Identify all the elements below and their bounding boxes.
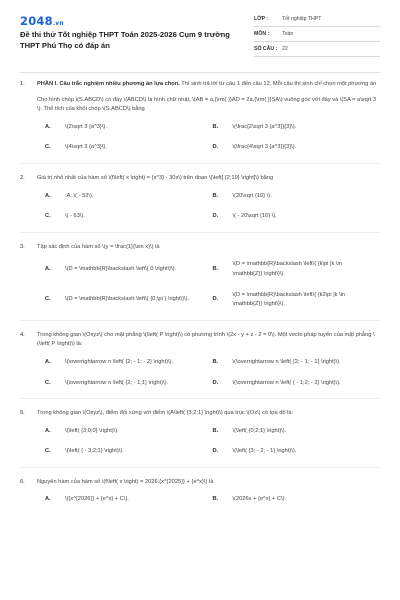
option-text: \(\overrightarrow n \left( {2; - 1; - 2} \right)\).: [65, 358, 174, 365]
option-letter: A.: [45, 192, 51, 199]
answer-option-b[interactable]: [213, 123, 381, 133]
option-text: \(2026x + {e^x} + C\).: [232, 496, 287, 503]
question-divider: [20, 398, 380, 399]
question-divider: [20, 232, 380, 233]
answer-option-d[interactable]: [213, 447, 381, 457]
answer-options: [37, 495, 380, 505]
answer-options: [37, 192, 380, 222]
meta-value: 22: [282, 46, 288, 52]
option-text: \( - 20\sqrt {10} \).: [232, 213, 277, 220]
question-divider: [20, 163, 380, 164]
logo-suffix: .vn: [52, 20, 64, 27]
question-text: Nguyên hàm của hàm số \(f\left( x \right) = 2026.{x^{2025}} + {e^x}\) là: [37, 478, 214, 485]
option-text: \(20\sqrt {10} \).: [232, 192, 272, 199]
answer-options: [37, 427, 380, 457]
option-text: \(\overrightarrow n \left( { - 1;2; - 2} \right)\).: [232, 379, 341, 386]
answer-option-b[interactable]: [213, 495, 381, 505]
option-text: \( - 63\).: [65, 213, 85, 220]
answer-options: [37, 123, 380, 153]
option-text: \(\left( { - 3;2;1} \right)\).: [65, 448, 124, 455]
option-letter: D.: [212, 144, 219, 151]
option-letter: A.: [45, 496, 51, 503]
answer-option-c[interactable]: [45, 447, 213, 457]
question-text: Giá trị nhỏ nhất của hàm số \(f\left( x \right) = {x^3} - 30x\) trên đoạn \(\left[ {2;19} \right]\) bằng: [37, 174, 274, 181]
option-text: \(2\sqrt 3 {a^3}\).: [65, 123, 107, 130]
meta-key: MÔN :: [254, 31, 270, 37]
answer-option-d[interactable]: [213, 379, 381, 389]
question-text: Cho hình chóp \(S.ABCD\) có đáy \(ABCD\) là hình chữ nhật, \(AB = a,{\rm{ }}AD = 2a,{\rm{ }}SA\) vuông góc với đáy và \(SA = a\sqrt 3 \). Thể tích của khối chóp \(S.ABCD\) bằng: [37, 96, 377, 113]
answer-option-c[interactable]: [45, 379, 213, 389]
option-letter: A.: [45, 123, 51, 130]
question-divider: [20, 467, 380, 468]
meta-value: Toán: [282, 31, 294, 37]
option-text: \(D = \mathbb{R}\backslash \left\{ {k2\pi |k \in \mathbb{Z}} \right\}\).: [232, 291, 346, 308]
section-title: PHẦN I. Câu trắc nghiệm nhiều phương án lựa chọn.: [37, 81, 180, 87]
option-letter: C.: [45, 213, 51, 220]
question-text: Trong không gian \(Oxyz\), điểm đối xứng với điểm \(A\left( {3;2;1} \right)\) qua trục \(Ox\) có tọa độ là:: [37, 410, 294, 417]
logo-main: 2048: [20, 14, 53, 28]
option-text: \(\left( {0;2;1} \right)\).: [232, 427, 287, 434]
meta-value: Tốt nghiệp THPT: [282, 16, 322, 22]
answer-option-c[interactable]: [45, 143, 213, 153]
question-item: [20, 409, 380, 457]
question-item: [20, 331, 380, 388]
document-title: Đề thi thử Tốt nghiệp THPT Toán 2025-2026 Cụm 9 trường THPT Phú Thọ có đáp án: [20, 30, 230, 50]
option-letter: B.: [212, 496, 219, 503]
option-text: \(D = \mathbb{R}\backslash \left\{ {0;\pi } \right\}\).: [65, 296, 190, 303]
answer-option-b[interactable]: [213, 358, 381, 368]
answer-option-a[interactable]: [45, 192, 213, 202]
question-divider: [20, 320, 380, 321]
question-number: 2.: [20, 174, 25, 181]
question-number: 4.: [20, 331, 25, 338]
option-letter: A.: [45, 266, 51, 273]
option-letter: C.: [45, 448, 51, 455]
meta-key: LỚP :: [254, 16, 269, 22]
answer-option-b[interactable]: [213, 260, 381, 279]
option-text: \(\frac{4\sqrt 3 {a^3}}{3}\).: [232, 144, 297, 151]
meta-row-subject: [254, 27, 380, 42]
meta-key: SỐ CÂU :: [254, 46, 278, 52]
option-letter: D.: [212, 379, 219, 386]
option-letter: A.: [45, 358, 51, 365]
document-header: [0, 0, 400, 66]
question-item: [20, 478, 380, 505]
question-number: 5.: [20, 410, 25, 417]
answer-option-a[interactable]: [45, 123, 213, 133]
option-text: \(\left( {3; - 2; - 1} \right)\).: [232, 448, 297, 455]
question-text: Trong không gian \(Oxyz\) cho mặt phẳng \(\left( P \right)\) có phương trình \(2x - y + z - 2 = 0\). Một vecto pháp tuyến của mặt phẳng \(\left( P \right)\) là:: [37, 331, 375, 348]
meta-row-count: [254, 42, 380, 57]
option-text: :A. \( - 52\).: [65, 192, 94, 199]
answer-option-a[interactable]: [45, 358, 213, 368]
option-letter: D.: [212, 296, 219, 303]
option-letter: D.: [212, 448, 219, 455]
meta-row-class: [254, 12, 380, 27]
question-number: 6.: [20, 478, 25, 485]
question-number: 1.: [20, 81, 25, 87]
question-text: Tập xác định của hàm số \(y = \frac{1}{\sin x}\) là: [37, 243, 160, 250]
answer-option-d[interactable]: [213, 143, 381, 153]
question-list: [20, 80, 380, 515]
answer-option-c[interactable]: [45, 291, 213, 310]
option-letter: C.: [45, 144, 51, 151]
answer-option-b[interactable]: [213, 427, 381, 437]
option-text: \({x^{2026}} + {e^x} + C\).: [65, 496, 129, 503]
option-text: \(D = \mathbb{R}\backslash \left\{ 0 \right\}\).: [65, 266, 177, 273]
answer-options: [37, 260, 380, 309]
answer-option-a[interactable]: [45, 495, 213, 505]
option-text: \(\overrightarrow n \left( {2; - 1;1} \right)\).: [65, 379, 169, 386]
answer-option-d[interactable]: [213, 212, 381, 222]
option-text: \(\left( {3;0;0} \right)\).: [65, 427, 119, 434]
header-divider: [20, 72, 380, 73]
option-text: \(4\sqrt 3 {a^3}\).: [65, 144, 107, 151]
option-letter: B.: [212, 427, 219, 434]
section-text: Thí sinh trả lời từ câu 1 đến câu 12. Mỗi câu thí sinh chỉ chọn một phương án: [179, 81, 377, 87]
option-letter: A.: [45, 427, 51, 434]
question-item: [20, 80, 380, 153]
section-instruction: [37, 80, 380, 90]
option-text: \(\overrightarrow n \left( {2; - 1; - 1} \right)\).: [232, 358, 341, 365]
option-letter: B.: [212, 266, 219, 273]
answer-options: [37, 358, 380, 388]
answer-option-d[interactable]: [213, 291, 381, 310]
exam-meta-table: [254, 12, 380, 57]
option-letter: B.: [212, 358, 219, 365]
site-logo[interactable]: [20, 14, 64, 28]
answer-option-a[interactable]: [45, 427, 213, 437]
option-letter: D.: [212, 213, 219, 220]
option-letter: B.: [212, 192, 219, 199]
option-letter: C.: [45, 296, 51, 303]
option-letter: B.: [212, 123, 219, 130]
question-item: [20, 174, 380, 222]
option-text: \(\frac{2\sqrt 3 {a^3}}{3}\).: [232, 123, 297, 130]
question-number: 3.: [20, 243, 25, 250]
option-letter: C.: [45, 379, 51, 386]
answer-option-b[interactable]: [213, 192, 381, 202]
option-text: \(D = \mathbb{R}\backslash \left\{ {k\pi |k \in \mathbb{Z}} \right\}\).: [232, 261, 342, 277]
answer-option-c[interactable]: [45, 212, 213, 222]
answer-option-a[interactable]: [45, 260, 213, 279]
question-item: [20, 243, 380, 310]
